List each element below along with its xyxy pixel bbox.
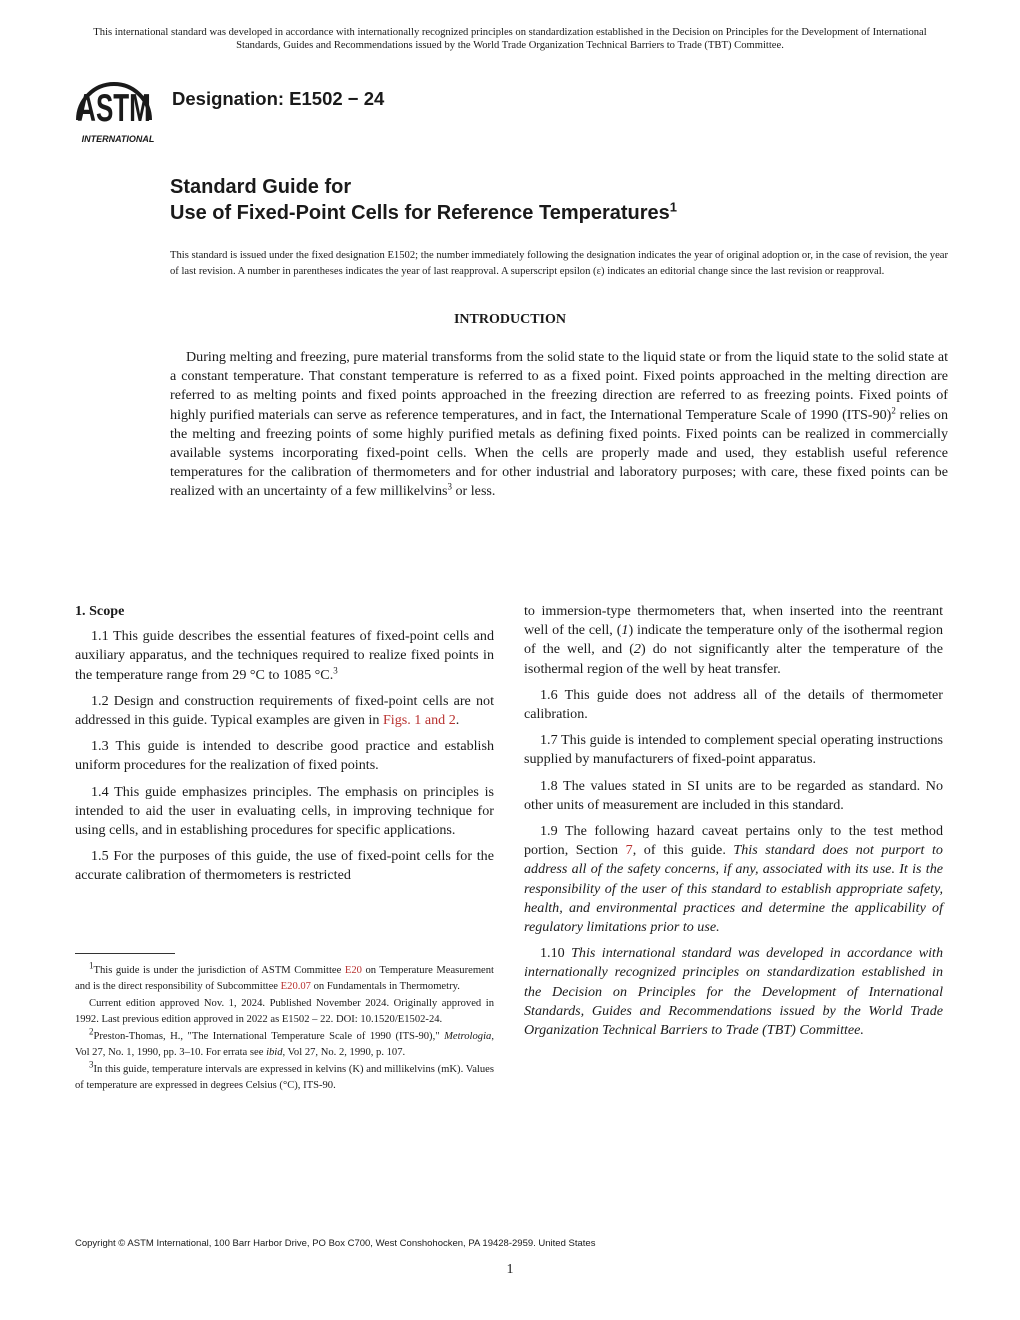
para-1-5: 1.5 For the purposes of this guide, the use of fixed-point cells for the accurate calibration of thermometers is restricted	[75, 848, 494, 884]
para-1-8: 1.8 The values stated in SI units are to be regarded as standard. No other units of measurement are included in this standard.	[524, 777, 943, 813]
scope-heading: 1. Scope	[75, 603, 125, 619]
svg-text:INTERNATIONAL: INTERNATIONAL	[81, 134, 155, 144]
right-column	[524, 602, 943, 1047]
designation: Designation: E1502 − 24	[172, 88, 385, 109]
footnote-ref-2[interactable]: 2	[891, 404, 896, 415]
astm-logo	[74, 76, 162, 146]
para-1-1: 1.1 This guide describes the essential features of fixed-point cells and auxiliary apparatus, and the techniques required to realize fixed points in the temperature range from 29 °C to 1085 °C.$^3$	[75, 628, 494, 683]
para-1-3: 1.3 This guide is intended to describe good practice and establish uniform procedures for the realization of fixed points.	[75, 738, 494, 774]
introduction-text: During melting and freezing, pure material transforms from the solid state to the liquid state or from the liquid state to the solid state at a constant temperature. That constant temperature is referred to as a fixed point. Fixed points approached in the melting direction are referred to as melting points and fixed points approached in the freezing direction are referred to as freezing points. Fixed points of highly purified materials can serve as reference temperatures, and in fact, the International Temperature Scale of 1990 $(ITS-90)^2$ relies on the melting and freezing points of some highly purified metals as defining fixed points. Fixed points can be realized in commercially available systems incorporating fixed-point cells. When the cells are properly made and used, they establish useful reference temperatures for the calibration of thermometers and for other industrial and laboratory purposes; with care, these fixed points can be realized with an uncertainty of a few millikelvins$^3$ or less.	[170, 349, 948, 500]
page-title	[170, 174, 677, 226]
para-1-9: 1.9 The following hazard caveat pertains only to the test method portion, Section 7, of this guide. This standard does not purport to address all of the safety concerns, if any, associated with its use. It is the responsibility of the user of this standard to establish appropriate safety, health, and environmental practices and determine the applicability of regulatory limitations prior to use.	[524, 823, 943, 936]
astm-logo-icon	[74, 76, 162, 146]
para-1-5-continued: to immersion-type thermometers that, when inserted into the reentrant well of the cell, (1) indicate the temperature only of the isothermal region of the well, and (2) do not significantly alter the temperature of the isothermal region of the well by heat transfer.	[524, 603, 943, 677]
footnotes	[75, 960, 495, 1095]
para-1-2: 1.2 Design and construction requirements of fixed-point cells are not addressed in this guide. Typical examples are given in Figs. 1 and 2.	[75, 692, 494, 729]
footnote-1-edition: Current edition approved Nov. 1, 2024. Published November 2024. Originally approved in 1992. Last previous edition approved in 2022 as E1502 – 22. DOI: 10.1520/E1502-24.	[75, 998, 494, 1025]
left-column	[75, 602, 494, 893]
footnote-ref-3b[interactable]: 3	[333, 664, 338, 675]
para-1-7: 1.7 This guide is intended to complement special operating instructions supplied by manufacturers of fixed-point apparatus.	[524, 732, 943, 768]
para-1-4: 1.4 This guide emphasizes principles. The emphasis on principles is intended to aid the user in evaluating cells, in improving technique for using cells, and in establishing procedures for specific applications.	[75, 783, 494, 839]
issued-statement: This standard is issued under the fixed designation E1502; the number immediately following the designation indicates the year of original adoption or, in the case of revision, the year of last revision. A number in parentheses indicates the year of last reapproval. A superscript epsilon (ε) indicates an editorial change since the last revision or reapproval.	[170, 250, 948, 277]
e20-link[interactable]: E20	[344, 965, 362, 976]
footnote-divider	[75, 953, 175, 954]
wto-notice: This international standard was developed in accordance with internationally recognized principles on standardization established in the Decision on Principles for the Development of International Standards, Guides and Recommendations issued by the World Trade Organization Technical Barriers to Trade (TBT) Committee.	[93, 27, 927, 51]
title-line2: Use of Fixed-Point Cells for Reference Temperatures	[170, 202, 670, 224]
para-1-6: 1.6 This guide does not address all of the details of thermometer calibration.	[524, 686, 943, 723]
svg-text:ASTM: ASTM	[77, 86, 151, 131]
figs-link[interactable]: Figs. 1 and 2	[382, 712, 456, 729]
e20-07-link[interactable]: E20.07	[280, 980, 311, 992]
title-footnote-ref[interactable]: 1	[669, 199, 677, 215]
introduction-heading: INTRODUCTION	[453, 312, 566, 327]
footnote-2: $^2$Preston-Thomas, H., "The International Temperature Scale of 1990 (ITS-90)," Metrologia, Vol 27, No. 1, 1990, pp. 3–10. For errata see ibid, Vol 27, No. 2, 1990, p. 107.	[75, 1026, 494, 1058]
footnote-ref-3[interactable]: 3	[447, 481, 452, 492]
footnote-1: $^1$This guide is under the jurisdiction of ASTM Committee E20 on Temperature Measurement and is the direct responsibility of Subcommittee E20.07 on Fundamentals in Thermometry.	[75, 960, 495, 992]
copyright: Copyright © ASTM International, 100 Barr Harbor Drive, PO Box C700, West Conshohocken, PA 19428-2959. United States	[75, 1238, 596, 1249]
page-number: 1	[506, 1262, 514, 1277]
title-line1: Standard Guide for	[170, 176, 352, 198]
para-1-10: 1.10 This international standard was developed in accordance with internationally recognized principles on standardization established in the Decision on Principles for the Development of International Standards, Guides and Recommendations issued by the World Trade Organization Technical Barriers to Trade (TBT) Committee.	[524, 945, 944, 1039]
footnote-3: $^3$In this guide, temperature intervals are expressed in kelvins (K) and millikelvins (mK). Values of temperature are expressed in degrees Celsius (°C), ITS-90.	[75, 1059, 494, 1091]
section-7-link[interactable]: 7	[625, 842, 633, 859]
